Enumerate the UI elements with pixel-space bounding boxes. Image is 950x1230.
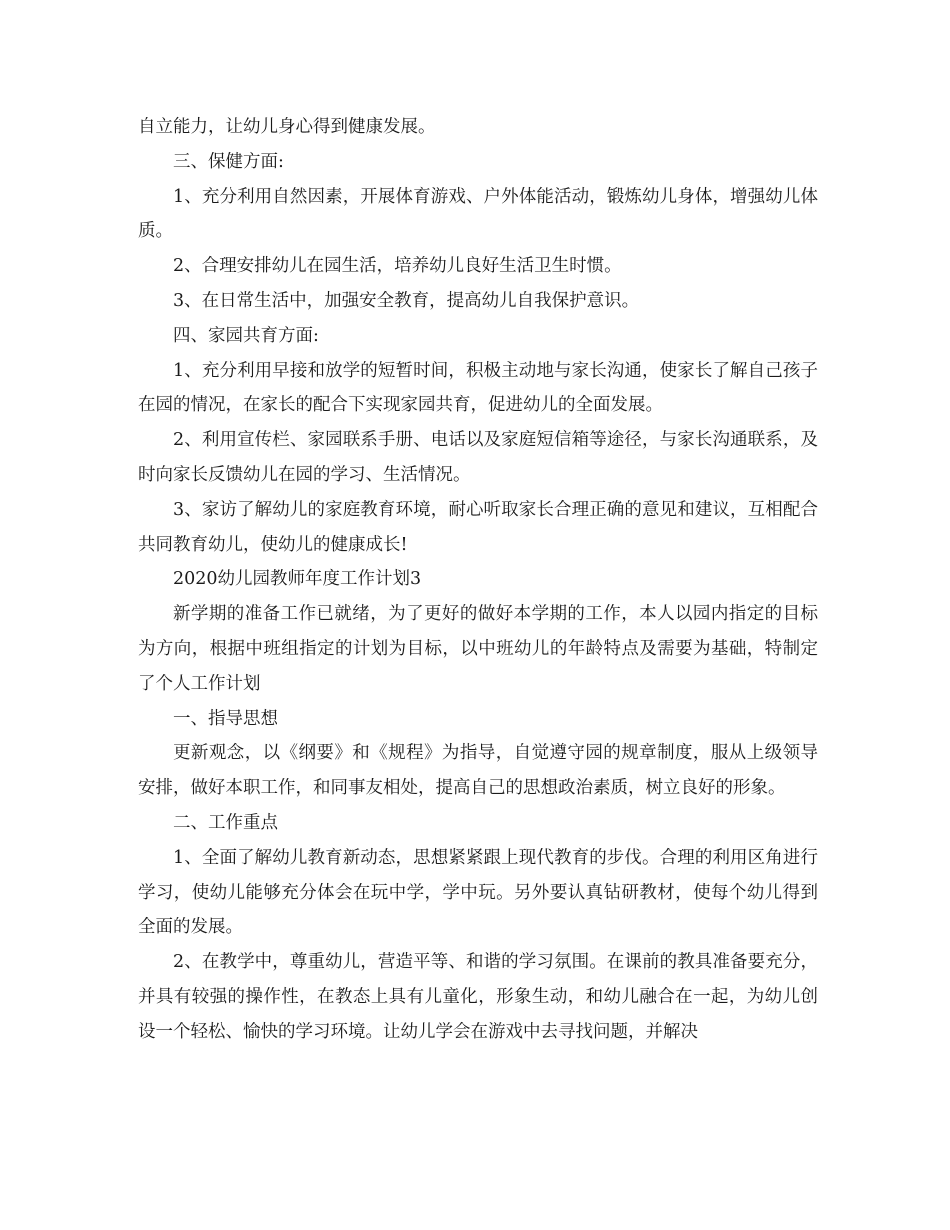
document-body	[138, 110, 818, 1050]
paragraph: 1、全面了解幼儿教育新动态，思想紧紧跟上现代教育的步伐。合理的利用区角进行学习，使幼儿能够充分体会在玩中学，学中玩。另外要认真钻研教材，使每个幼儿得到全面的发展。	[138, 847, 818, 938]
paragraph: 新学期的准备工作已就绪，为了更好的做好本学期的工作，本人以园内指定的目标为方向，根据中班组指定的计划为目标，以中班幼儿的年龄特点及需要为基础，特制定了个人工作计划	[138, 604, 818, 694]
paragraph: 更新观念，以《纲要》和《规程》为指导，自觉遵守园的规章制度，服从上级领导安排，做好本职工作，和同事友相处，提高自己的思想政治素质，树立良好的形象。	[138, 743, 818, 799]
paragraph: 3、在日常生活中，加强安全教育，提高幼儿自我保护意识。	[173, 290, 640, 311]
section-heading: 二、工作重点	[173, 812, 278, 833]
paragraph: 2、利用宣传栏、家园联系手册、电话以及家庭短信箱等途径，与家长沟通联系，及时向家长反馈幼儿在园的学习、生活情况。	[138, 430, 818, 485]
paragraph: 2、在教学中，尊重幼儿，营造平等、和谐的学习氛围。在课前的教具准备要充分，并具有较强的操作性，在教态上具有儿童化，形象生动，和幼儿融合在一起，为幼儿创设一个轻松、愉快的学习环境。让幼儿学会在游戏中去寻找问题，并解决	[138, 952, 818, 1042]
paragraph: 1、充分利用早接和放学的短暂时间，积极主动地与家长沟通，使家长了解自己孩子在园的情况，在家长的配合下实现家园共育，促进幼儿的全面发展。	[138, 360, 818, 416]
paragraph: 3、家访了解幼儿的家庭教育环境，耐心听取家长合理正确的意见和建议，互相配合共同教育幼儿，使幼儿的健康成长!	[138, 499, 818, 555]
paragraph: 自立能力，让幼儿身心得到健康发展。	[138, 117, 436, 137]
paragraph: 1、充分利用自然因素，开展体育游戏、户外体能活动，锻炼幼儿身体，增强幼儿体质。	[138, 186, 818, 242]
document-title: 2020幼儿园教师年度工作计划3	[173, 569, 422, 590]
paragraph: 2、合理安排幼儿在园生活，培养幼儿良好生活卫生时惯。	[173, 256, 622, 277]
section-heading: 一、指导思想	[173, 708, 278, 729]
section-heading: 三、保健方面:	[173, 151, 284, 172]
section-heading: 四、家园共育方面:	[173, 325, 319, 346]
